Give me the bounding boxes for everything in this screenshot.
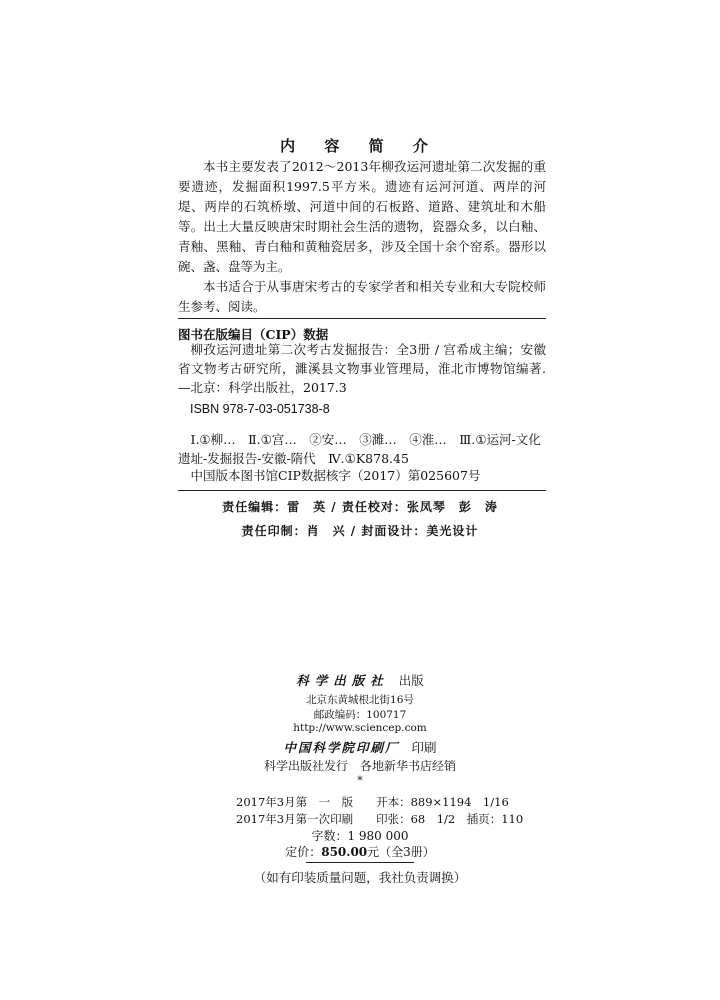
- editor-credits: 责任编辑：雷 英 / 责任校对：张凤琴 彭 涛: [222, 500, 498, 514]
- price-line: [0, 843, 720, 860]
- printer-logo-text: 中国科学院印刷厂: [283, 740, 400, 755]
- cip-classification: Ⅰ.①柳… Ⅱ.①宫… ②安… ③濉… ④淮… Ⅲ.①运河-文化遗址-发掘报告-安徽-隋代 Ⅳ.①K878.45: [178, 432, 541, 466]
- cip-record: [178, 340, 546, 397]
- publisher-line: [0, 671, 720, 689]
- word-count: 字数：1 980 000: [311, 829, 409, 843]
- quality-notice: （如有印装质量问题，我社负责调换）: [253, 870, 467, 885]
- divider-rule: [306, 862, 414, 863]
- printer-action: 印刷: [411, 740, 437, 755]
- publisher-action: 出版: [398, 673, 424, 688]
- printer-line: [0, 738, 720, 756]
- isbn: ISBN 978-7-03-051738-8: [190, 402, 330, 416]
- intro-paragraph-2: 本书适合于从事唐宋考古的专家学者和相关专业和大专院校师生参考、阅读。: [178, 279, 546, 314]
- publisher-url: http://www.sciencep.com: [293, 722, 427, 734]
- publisher-postcode: 邮政编码：100717: [313, 709, 407, 721]
- publisher-address: 北京东黄城根北街16号: [306, 694, 414, 706]
- edition-line: 2017年3月第 一 版 开本：889×1194 1/16: [236, 795, 509, 809]
- intro-block: [178, 157, 546, 317]
- cip-record-text: 柳孜运河遗址第二次考古发掘报告：全3册 / 宫希成主编；安徽省文物考古研究所，濉溪县文物事业管理局，淮北市博物馆编著. —北京：科学出版社，2017.3: [178, 342, 546, 395]
- distribution-line: 科学出版社发行 各地新华书店经销: [263, 759, 456, 773]
- section-title: 内 容 简 介: [280, 137, 440, 155]
- production-credits: 责任印制：肖 兴 / 封面设计：美光设计: [241, 524, 479, 538]
- publisher-logo-text: 科学出版社: [296, 673, 389, 688]
- printing-line: 2017年3月第一次印刷 印张：68 1/2 插页：110: [236, 812, 524, 826]
- separator-star: *: [357, 774, 363, 787]
- intro-paragraph-1: 本书主要发表了2012～2013年柳孜运河遗址第二次发掘的重要遗迹，发掘面积1997.5平方米。遗迹有运河河道、两岸的河堤、两岸的石筑桥墩、河道中间的石板路、道路、建筑址和木船等。出土大量反映唐宋时期社会生活的遗物，瓷器众多，以白釉、青釉、黑釉、青白釉和黄釉瓷居多，涉及全国十余个窑系。器形以碗、盏、盘等为主。: [178, 159, 546, 274]
- price-label: 定价：: [285, 845, 322, 859]
- cip-number: 中国版本图书馆CIP数据核字（2017）第025607号: [178, 466, 546, 491]
- price-suffix: 元（全3册）: [367, 845, 435, 859]
- price-amount: 850.00: [321, 845, 368, 859]
- cip-heading: 图书在版编目（CIP）数据: [178, 318, 546, 343]
